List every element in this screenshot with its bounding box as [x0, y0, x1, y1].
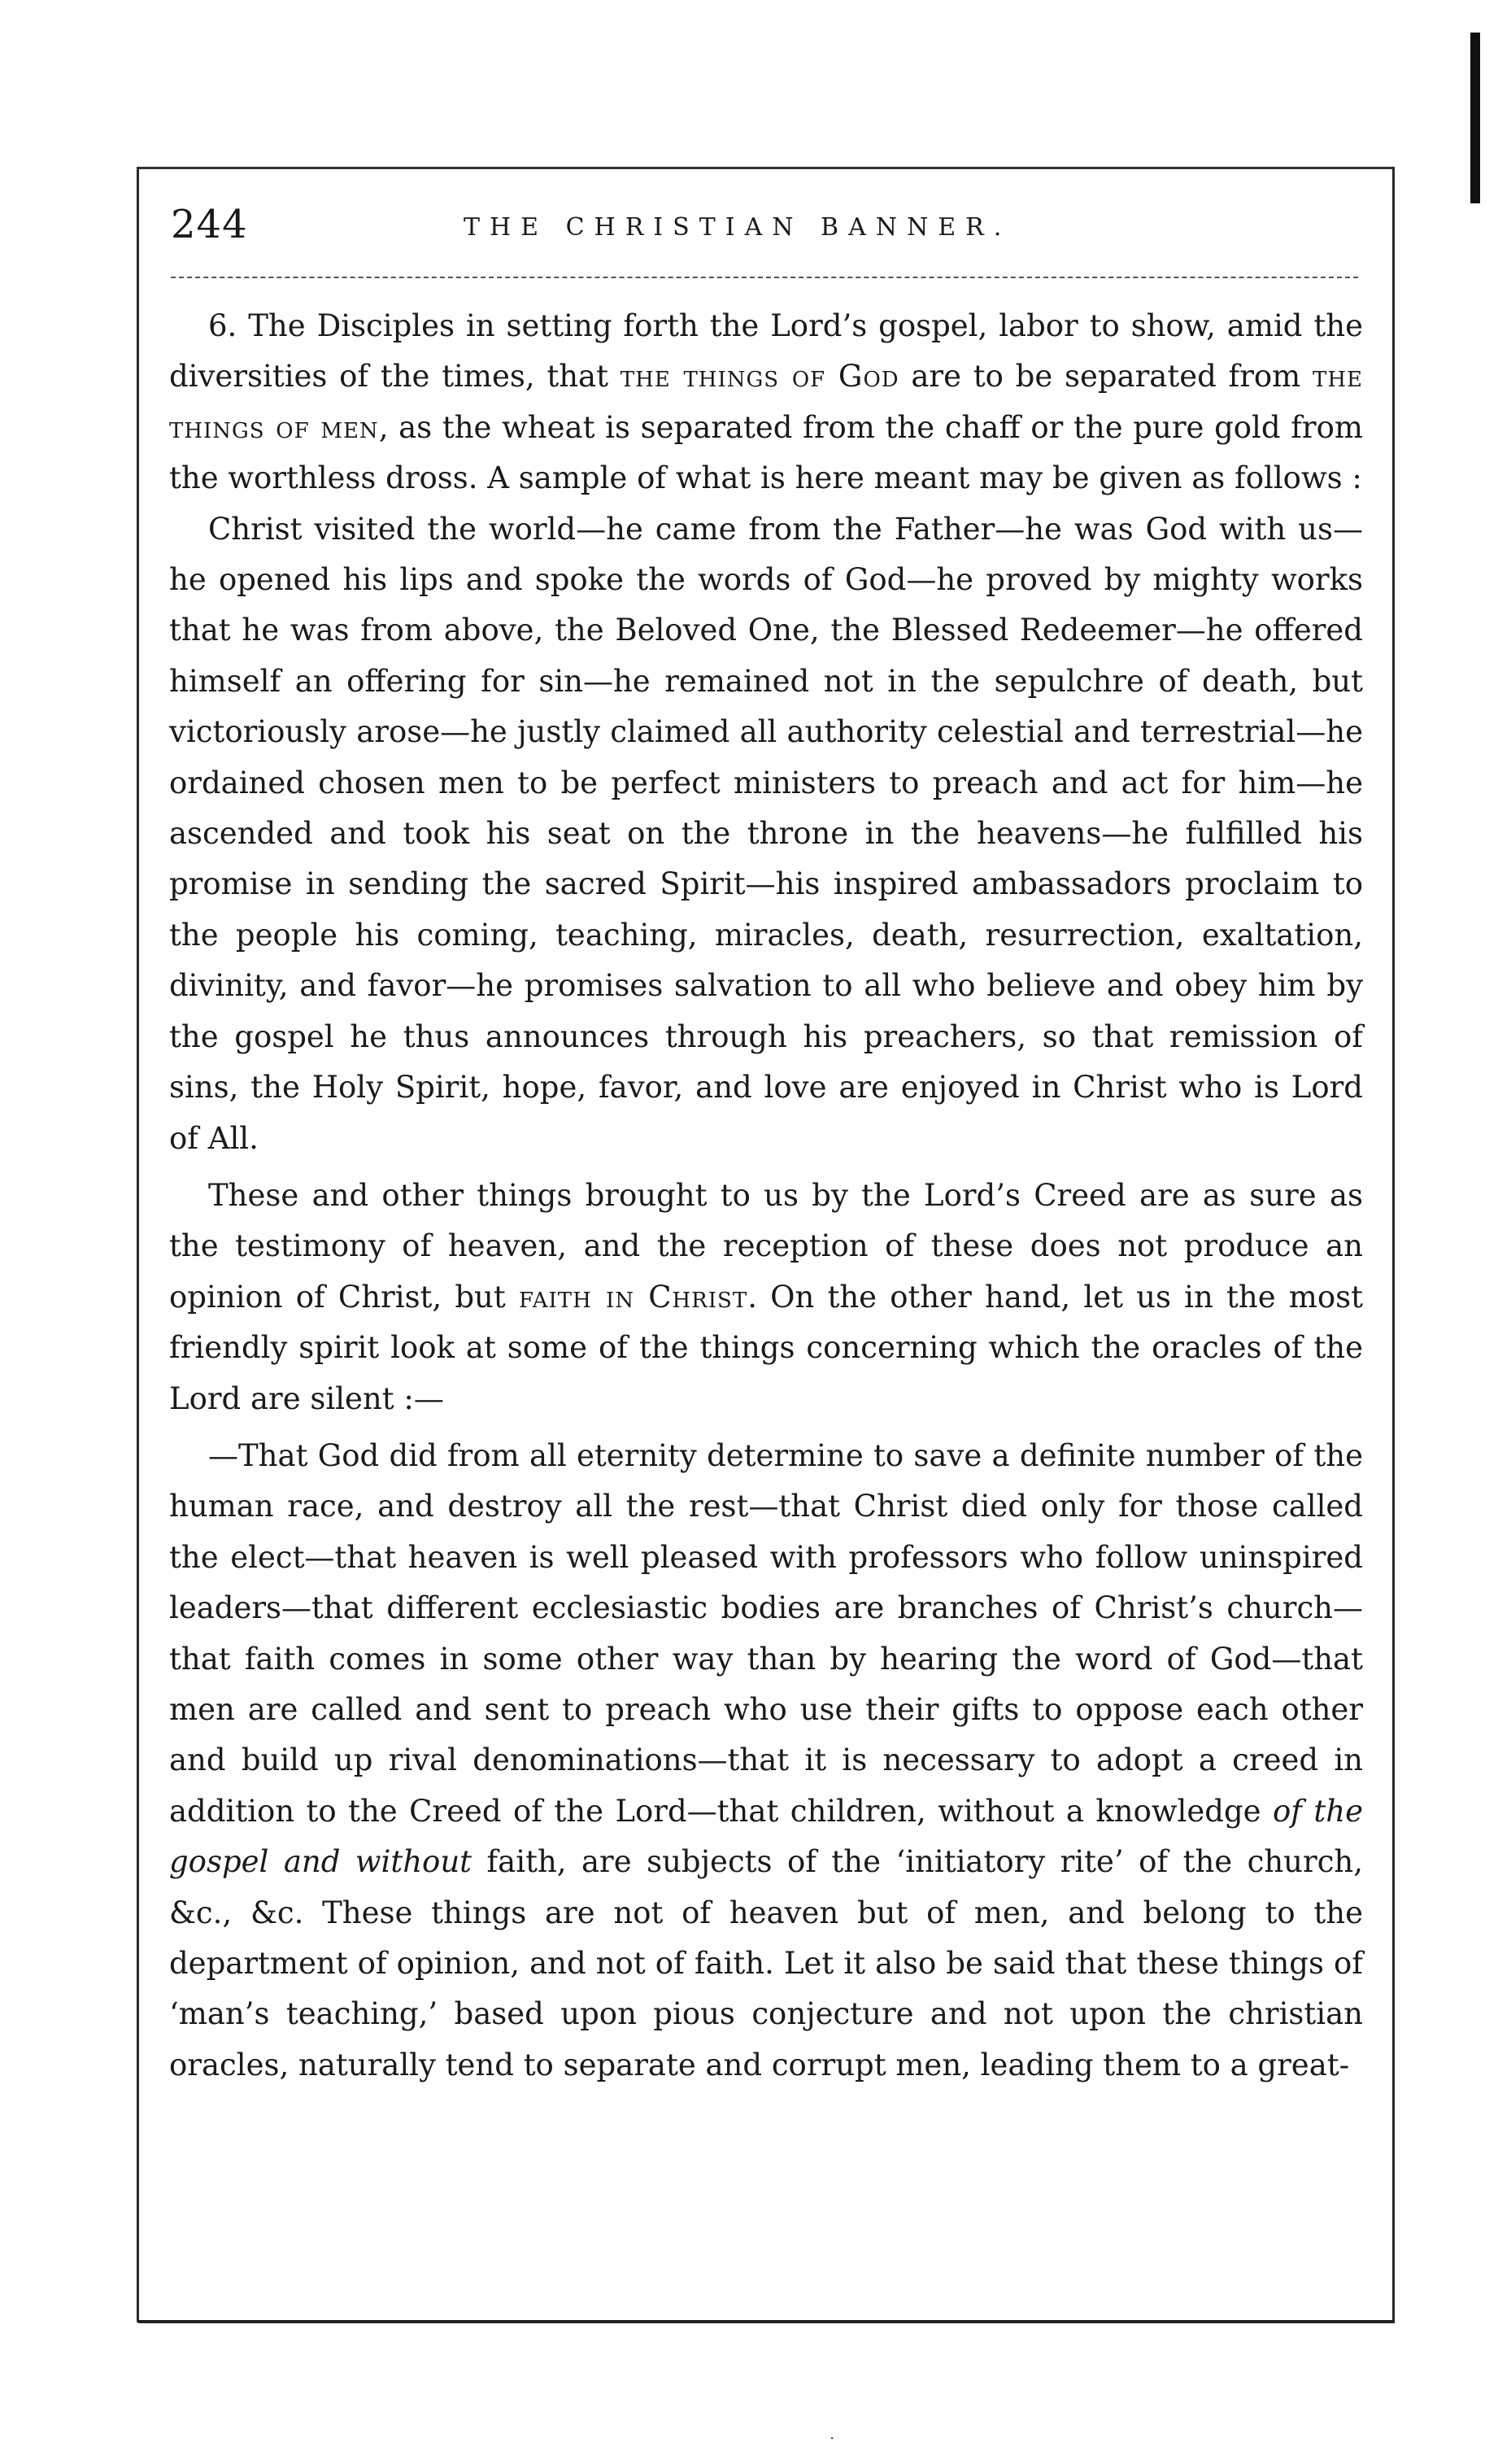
frame-rule-right: [1392, 167, 1395, 2322]
paragraph-4-text-2: faith, are subjects of the ‘initiatory rite’ of the church, &c., &c. These things are not of heaven but of men, and belong to the department of opinion, and not of faith. Let it also be said that these things of ‘man’s teaching,’ based upon pious conjecture and not upon the christian oracles, naturally tend to separate and corrupt men, leading them to a great-: [169, 1844, 1364, 2082]
paragraph-3-smallcaps-1: faith in Christ: [518, 1279, 748, 1315]
paragraph-3-text-1: These and other things brought to us by the Lord’s Creed are as sure as the testimony of heaven, and the reception of these does not produce an opinion of Christ, but: [169, 1177, 1363, 1315]
article-body: [169, 301, 1363, 2091]
paragraph-3: [169, 1171, 1363, 1424]
paragraph-1-smallcaps-2: the things of men: [169, 359, 1363, 445]
frame-rule-left: [137, 167, 139, 2322]
paragraph-1-text-1: 6. The Disciples in setting forth the Lord’s gospel, labor to show, amid the diversities of the times, that: [169, 308, 1363, 395]
paragraph-1-smallcaps-1: the things of God: [620, 359, 899, 395]
page-header: [171, 195, 1358, 260]
header-rule: [171, 277, 1358, 280]
paragraph-1: [169, 301, 1363, 504]
paragraph-1-text-2: are to be separated from: [899, 359, 1313, 395]
scan-edge-mark: [1470, 33, 1480, 203]
paragraph-4-text-1: —That God did from all eternity determine to save a definite number of the human race, and destroy all the rest—that Christ died only for those called the elect—that heaven is well pleased with professors who follow uninspired leaders—that different ecclesiastic bodies are branches of Christ’s church—that faith comes in some other way than by hearing the word of God—that men are called and sent to preach who use their gifts to oppose each other and build up rival denominations—that it is necessary to adopt a creed in addition to the Creed of the Lord—that children, without a knowledge: [169, 1437, 1363, 1829]
paragraph-3-text-2: . On the other hand, let us in the most friendly spirit look at some of the things concerning which the oracles of the Lord are silent :—: [169, 1279, 1364, 1416]
paragraph-1-text-3: , as the wheat is separated from the chaff or the pure gold from the worthless dross. A sample of what is here meant may be given as follows :: [169, 409, 1363, 496]
scan-speck: ·: [830, 2428, 835, 2448]
page-number: 244: [171, 202, 248, 247]
paragraph-2: Christ visited the world—he came from the Father—he was God with us—he opened his lips and spoke the words of God—he proved by mighty works that he was from above, the Beloved One, the Blessed Redeemer—he offered himself an offering for sin—he remained not in the sepulchre of death, but victoriously arose—he justly claimed all authority celestial and terrestrial—he ordained chosen men to be perfect ministers to preach and act for him—he ascended and took his seat on the throne in the heavens—he fulfilled his promise in sending the sacred Spirit—his inspired ambassadors proclaim to the people his coming, teaching, miracles, death, resurrection, exaltation, divinity, and favor—he promises salvation to all who believe and obey him by the gospel he thus announces through his preachers, so that remission of sins, the Holy Spirit, hope, favor, and love are enjoyed in Christ who is Lord of All.: [169, 511, 1363, 1156]
running-head: THE CHRISTIAN BANNER.: [464, 213, 1012, 242]
paragraph-4-italic-1: of the gospel and without: [169, 1793, 1364, 1880]
frame-rule-top: [138, 167, 1395, 169]
frame-rule-bottom: [138, 2320, 1395, 2323]
paragraph-4: [169, 1431, 1363, 2091]
